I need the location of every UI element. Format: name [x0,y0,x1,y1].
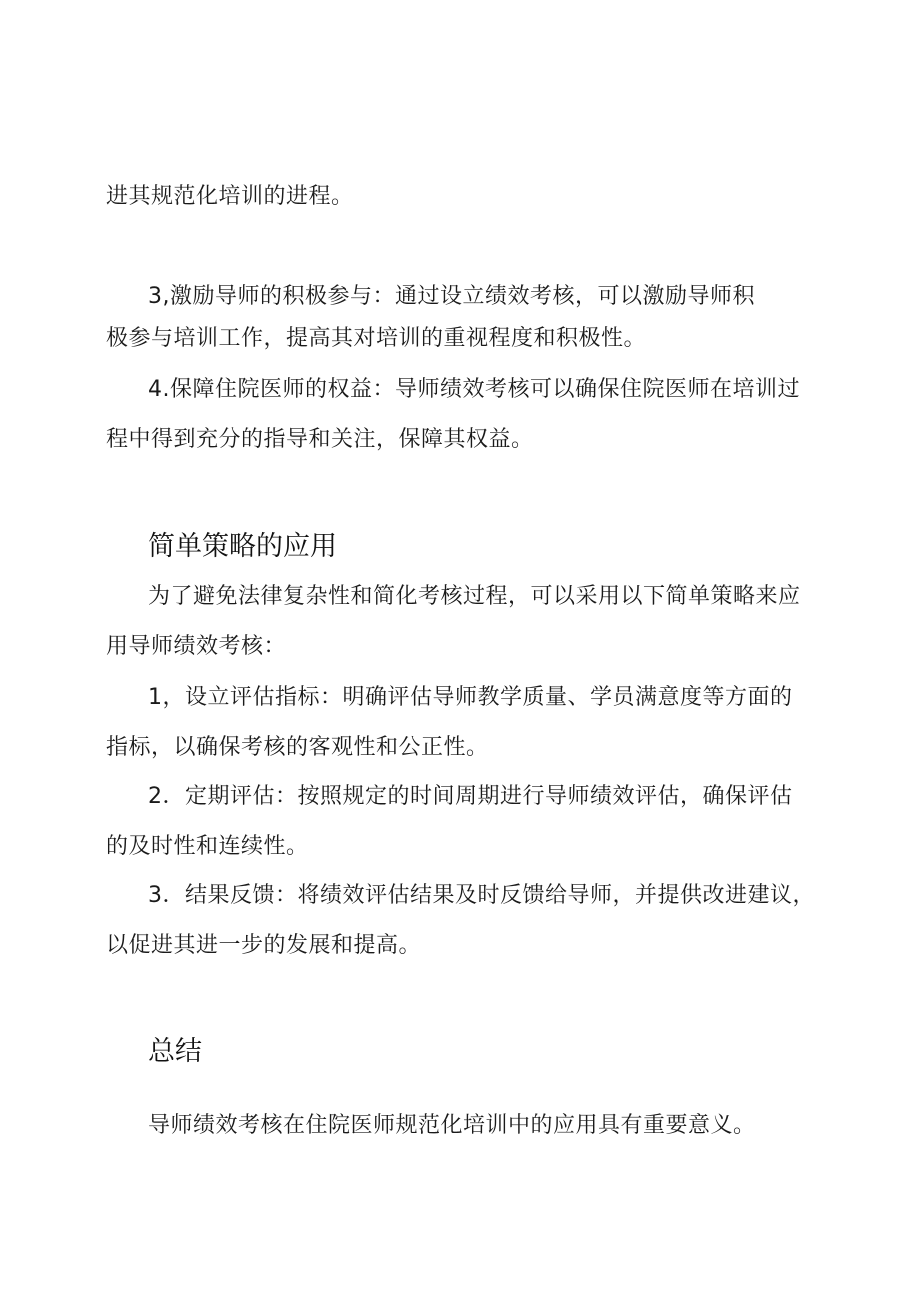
strategy-item-1-line-2: 指标，以确保考核的客观性和公正性。 [106,735,489,760]
item-3-line-2: 极参与培训工作，提高其对培训的重视程度和积极性。 [106,326,647,351]
strategy-item-1-line-1: 1，设立评估指标：明确评估导师教学质量、学员满意度等方面的 [148,685,793,710]
strategy-intro-line-1: 为了避免法律复杂性和简化考核过程，可以采用以下简单策略来应 [148,584,801,609]
strategy-item-3-line-1: 3．结果反馈：将绩效评估结果及时反馈给导师，并提供改进建议， [148,883,815,908]
summary-heading: 总结 [148,1036,202,1067]
item-3-line-1: 3,激励导师的积极参与：通过设立绩效考核，可以激励导师积 [148,284,755,309]
item-4-line-1: 4.保障住院医师的权益：导师绩效考核可以确保住院医师在培训过 [148,377,800,402]
strategy-item-2-line-1: 2．定期评估：按照规定的时间周期进行导师绩效评估，确保评估 [148,784,793,809]
strategy-heading: 简单策略的应用 [148,531,337,562]
strategy-item-3-line-2: 以促进其进一步的发展和提高。 [106,933,422,958]
strategy-intro-line-2: 用导师绩效考核： [106,634,287,659]
continuation-line: 进其规范化培训的进程。 [106,184,354,209]
summary-text: 导师绩效考核在住院医师规范化培训中的应用具有重要意义。 [148,1113,756,1138]
strategy-item-2-line-2: 的及时性和连续性。 [106,834,309,859]
item-4-line-2: 程中得到充分的指导和关注，保障其权益。 [106,427,534,452]
